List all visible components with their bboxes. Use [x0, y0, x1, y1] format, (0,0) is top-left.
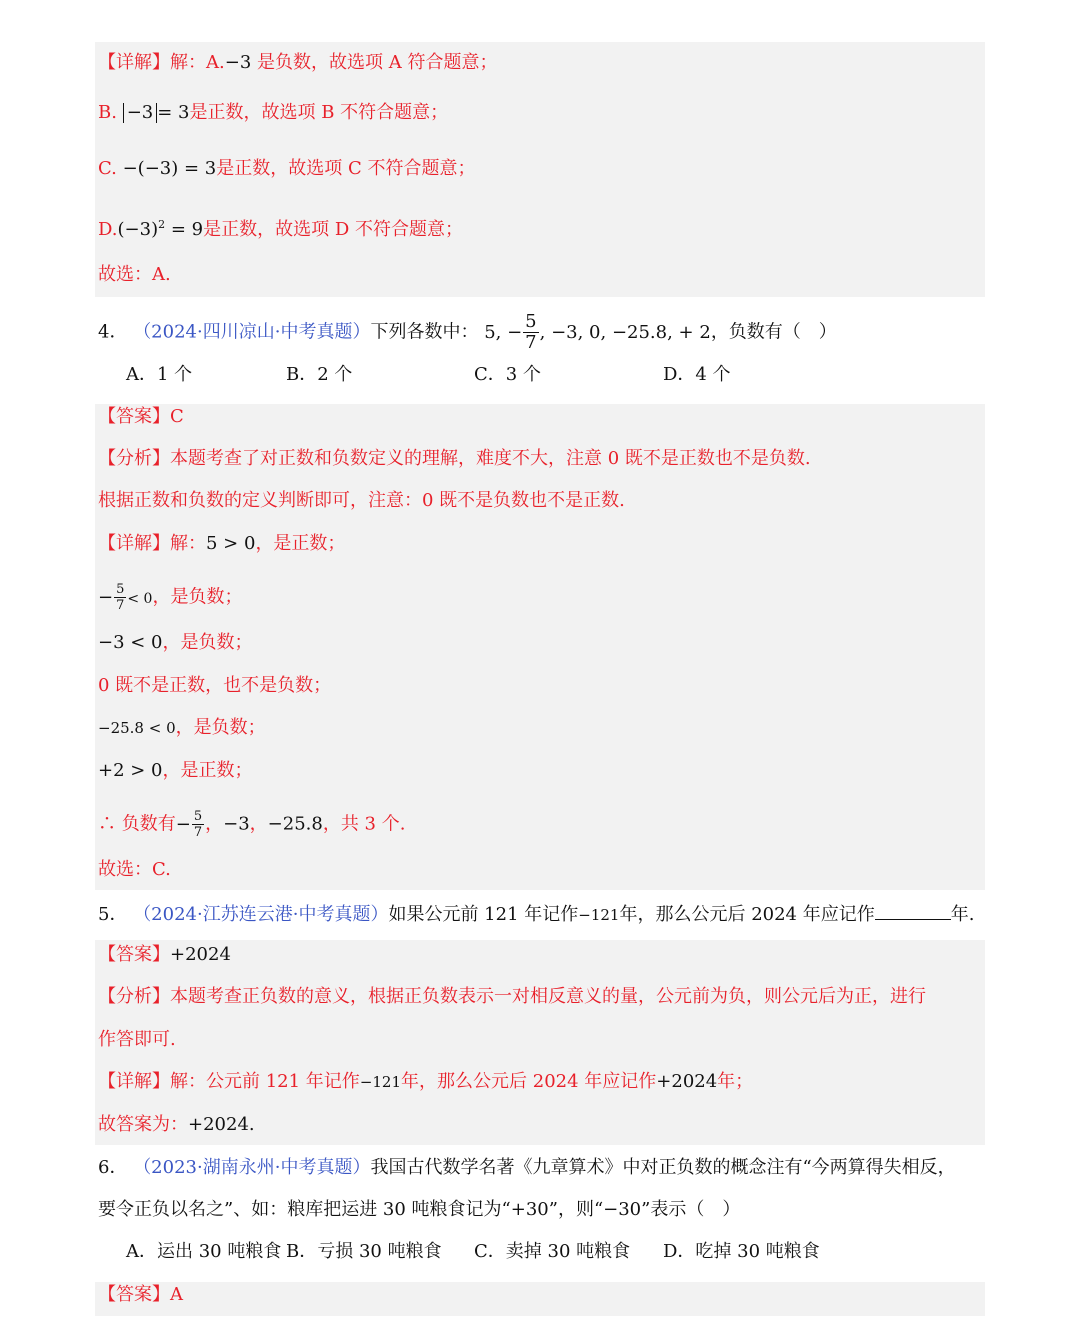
question-number: 4． [98, 321, 128, 343]
analysis-label: 【分析】 [98, 986, 170, 1007]
q4-option-b: B．2 个 [286, 364, 353, 385]
answer-value: +2024 [170, 944, 231, 965]
q6-option-b: B．亏损 30 吨粮食 [286, 1241, 442, 1262]
q4-detail-7: ∴ 负数有− $\frac{5}{7}$ ，−3，−25.8，共 3 个. [98, 809, 406, 840]
math-expr: = 3 [157, 102, 190, 123]
math-expr: 5 > 0 [206, 533, 256, 554]
math-expr: −25.8 [267, 813, 323, 835]
math-expr: −121 [359, 1073, 402, 1091]
q4-detail-3: −3 < 0，是负数； [98, 632, 253, 653]
math-expr: −3 [223, 813, 250, 835]
q4-detail-4: 0 既不是正数，也不是负数； [98, 675, 332, 696]
q5-final-answer: 故答案为：+2024. [98, 1114, 255, 1135]
math-expr: −25.8 < 0 [98, 719, 176, 737]
fraction: $\frac{5}{7}$ [525, 311, 537, 353]
answer-value: A [170, 1284, 183, 1305]
q6-answer [98, 1284, 183, 1306]
math-expr: −3 [224, 52, 252, 73]
question-source: （2024·江苏连云港·中考真题） [133, 904, 389, 925]
q3-detail-line-1: 【详解】解：A.−3 是负数，故选项 A 符合题意； [98, 52, 498, 73]
q6-stem-1: 6． （2023·湖南永州·中考真题）我国古代数学名著《九章算术》中对正负数的概念注有“今两算得失相反， [98, 1157, 956, 1178]
q6-option-a: A．运出 30 吨粮食 [126, 1241, 282, 1262]
q4-detail-1: 【详解】解：5 > 0，是正数； [98, 533, 346, 554]
answer-label: 【答案】 [98, 944, 170, 965]
q3-detail-line-2: B. −3 = 3是正数，故选项 B 不符合题意； [98, 102, 449, 123]
absolute-value-expr: −3 [123, 103, 158, 123]
q5-detail-1: 【详解】解：公元前 121 年记作−121年，那么公元后 2024 年应记作+2024年； [98, 1071, 754, 1092]
q4-detail-5: −25.8 < 0，是负数； [98, 717, 266, 738]
detail-label: 【详解】 [98, 1071, 170, 1092]
q4-option-c: C．3 个 [474, 364, 541, 385]
question-source: （2023·湖南永州·中考真题） [133, 1157, 371, 1178]
math-expr: −(−3) = 3 [122, 158, 217, 179]
detail-label: 【详解】 [98, 533, 170, 554]
math-expr: +2 > 0 [98, 760, 163, 781]
q4-analysis-2: 根据正数和负数的定义判断即可，注意：0 既不是负数也不是正数. [98, 490, 625, 511]
math-expr: −3 < 0 [98, 632, 163, 653]
q4-detail-6: +2 > 0，是正数； [98, 760, 253, 781]
q6-solution-box [95, 1282, 985, 1316]
q4-option-a: A．1 个 [126, 364, 193, 385]
q5-analysis-1: 【分析】本题考查正负数的意义，根据正负数表示一对相反意义的量，公元前为负，则公元后为正，进行 [98, 986, 926, 1007]
exponent: 2 [158, 218, 166, 231]
analysis-label: 【分析】 [98, 448, 170, 469]
detail-label: 【详解】 [98, 52, 170, 73]
q4-answer [98, 406, 184, 428]
math-expr: < 0 [127, 590, 153, 607]
q4-detail-2: − $\frac{5}{7}$ < 0，是负数； [98, 582, 243, 613]
q5-stem: 5． （2024·江苏连云港·中考真题）如果公元前 121 年记作−121年，那么公元后 2024 年应记作 年. [98, 901, 974, 926]
number-list: 5, − $\frac{5}{7}$ , −3, 0, −25.8, + 2 [484, 311, 711, 353]
therefore-label: ∴ 负数有 [98, 813, 176, 835]
answer-label: 【答案】 [98, 406, 170, 427]
q5-analysis-2: 作答即可. [98, 1029, 176, 1050]
q4-option-d: D．4 个 [663, 364, 731, 385]
fraction: $\frac{5}{7}$ [193, 809, 203, 840]
answer-blank[interactable] [875, 901, 951, 920]
q6-stem-2: 要令正负以名之”、如：粮库把运进 30 吨粮食记为“+30”，则“−30”表示（ ） [98, 1199, 741, 1220]
q5-answer [98, 944, 231, 966]
q4-conclusion: 故选：C. [98, 859, 171, 880]
answer-value: C [170, 406, 184, 427]
q4-analysis-1: 【分析】本题考查了对正数和负数定义的理解，难度不大，注意 0 既不是正数也不是负数. [98, 448, 811, 469]
q3-detail-line-3: C. −(−3) = 3是正数，故选项 C 不符合题意； [98, 158, 476, 179]
math-expr: −121 [578, 906, 620, 924]
q4-stem: 4． （2024·四川凉山·中考真题）下列各数中： 5, − $\frac{5}{7}$ , −3, 0, −25.8, + 2，负数有（ ） [98, 311, 837, 353]
math-expr: +2024 [188, 1114, 249, 1135]
q3-detail-line-4: $D.(-3)^2 = 9$是正数，故选项 D 不符合题意； [98, 218, 463, 240]
question-source: （2024·四川凉山·中考真题） [133, 321, 371, 343]
answer-label: 【答案】 [98, 1284, 170, 1305]
q3-conclusion: 故选：A. [98, 264, 171, 285]
math-expr: (−3) [117, 219, 159, 240]
math-expr: +2024 [656, 1071, 718, 1092]
q6-option-c: C．卖掉 30 吨粮食 [474, 1241, 631, 1262]
question-number: 5． [98, 904, 128, 925]
q6-option-d: D．吃掉 30 吨粮食 [663, 1241, 820, 1262]
question-number: 6． [98, 1157, 128, 1178]
fraction: $\frac{5}{7}$ [116, 582, 125, 613]
